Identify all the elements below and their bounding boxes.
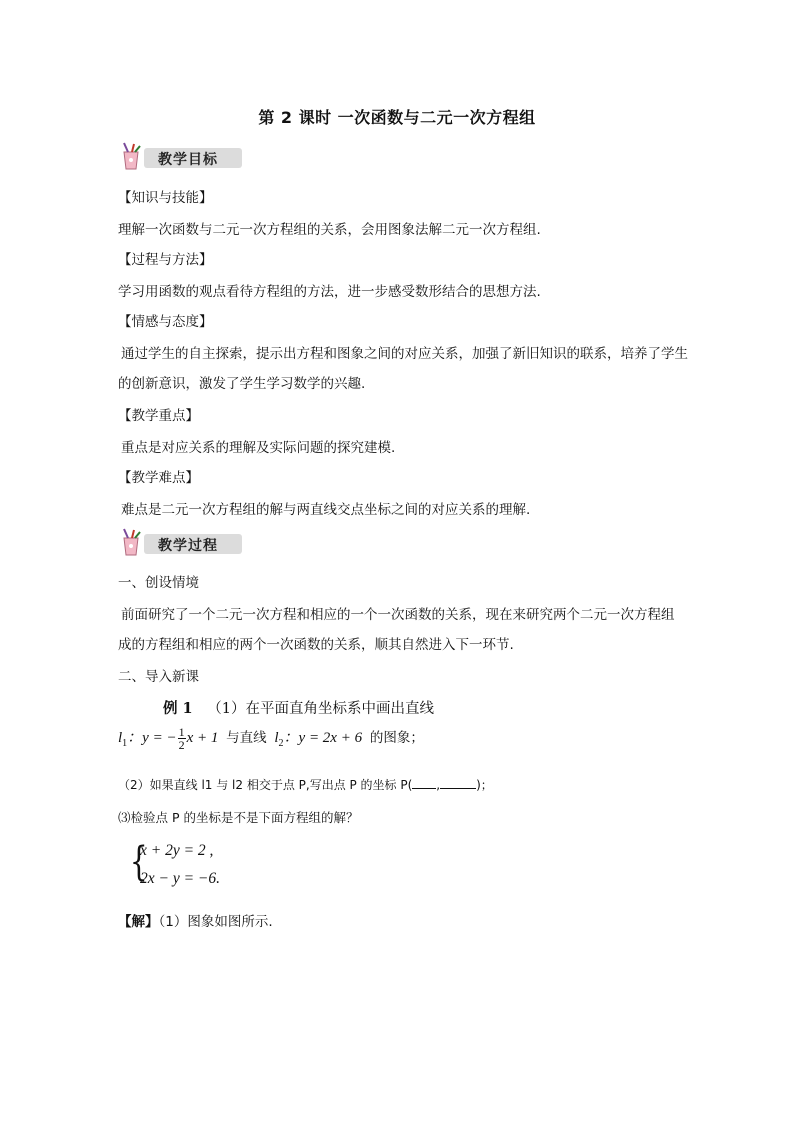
heading-key-points: 【教学重点】	[118, 408, 199, 424]
left-brace: {	[129, 839, 148, 885]
paragraph-attitude-line1: 通过学生的自主探索，提示出方程和图象之间的对应关系，加强了新旧知识的联系，培养了学生	[121, 346, 688, 362]
fraction-one-half	[178, 726, 186, 751]
end-text: 的图象；	[369, 730, 424, 746]
section-scenario: 一、创设情境	[118, 575, 199, 591]
example-1-question-1	[163, 697, 434, 718]
l1-subscript: 1	[122, 738, 128, 749]
heading-knowledge: 【知识与技能】	[118, 190, 213, 206]
fraction-denominator: 2	[178, 738, 185, 753]
paragraph-scenario-line1: 前面研究了一个二元一次方程和相应的一个一次函数的关系，现在来研究两个二元一次方程组	[121, 607, 675, 623]
solution-text: （1）图象如图所示.	[158, 914, 273, 930]
question-2-text: （2）如果直线 l1 与 l2 相交于点 P,写出点 P 的坐标 P(	[118, 778, 413, 792]
l2-subscript: 2	[278, 738, 284, 749]
banner-label: 教学目标	[158, 152, 218, 168]
question-3: ⑶检验点 P 的坐标是不是下面方程组的解？	[118, 810, 359, 825]
teaching-goals-banner	[118, 142, 242, 172]
answer-blank-x	[412, 776, 436, 789]
page-title: 第 2 课时 一次函数与二元一次方程组	[258, 108, 536, 127]
paragraph-process-method: 学习用函数的观点看待方程组的方法，进一步感受数形结合的思想方法.	[118, 284, 541, 300]
l1-name: l	[118, 730, 123, 746]
paragraph-knowledge: 理解一次函数与二元一次方程组的关系，会用图象法解二元一次方程组.	[118, 222, 541, 238]
question-1-text: （1）在平面直角坐标系中画出直线	[207, 701, 434, 717]
l2-name: l	[274, 730, 279, 746]
paragraph-scenario-line2: 成的方程组和相应的两个一次函数的关系，顺其自然进入下一环节.	[118, 637, 514, 653]
comma: ,	[436, 778, 441, 792]
fraction-numerator: 1	[178, 725, 185, 740]
teaching-process-banner	[118, 528, 242, 558]
equation-1: x + 2y = 2 ,	[140, 842, 214, 859]
heading-attitude: 【情感与态度】	[118, 314, 213, 330]
l2-equation: ：y = 2x + 6	[283, 730, 363, 746]
paragraph-key-points: 重点是对应关系的理解及实际问题的探究建模.	[121, 440, 396, 456]
l1-suffix: x + 1	[186, 730, 219, 746]
question-2-end: )；	[476, 778, 493, 792]
banner-label: 教学过程	[158, 538, 218, 554]
section-new-lesson: 二、导入新课	[118, 669, 199, 685]
mid-text: 与直线	[226, 730, 267, 746]
l1-prefix: ：y = −	[127, 730, 177, 746]
question-2	[118, 776, 493, 793]
line-equations	[118, 726, 424, 751]
heading-process-method: 【过程与方法】	[118, 252, 213, 268]
solution-line	[118, 910, 273, 930]
solution-label: 【解】	[118, 914, 159, 930]
equation-2: 2x − y = −6.	[140, 870, 221, 887]
paragraph-attitude-line2: 的创新意识，激发了学生学习数学的兴趣.	[118, 376, 366, 392]
example-label: 例 1	[163, 700, 193, 717]
paragraph-difficulties: 难点是二元一次方程组的解与两直线交点坐标之间的对应关系的理解.	[121, 502, 531, 518]
heading-difficulties: 【教学难点】	[118, 470, 199, 486]
answer-blank-y	[440, 776, 476, 789]
